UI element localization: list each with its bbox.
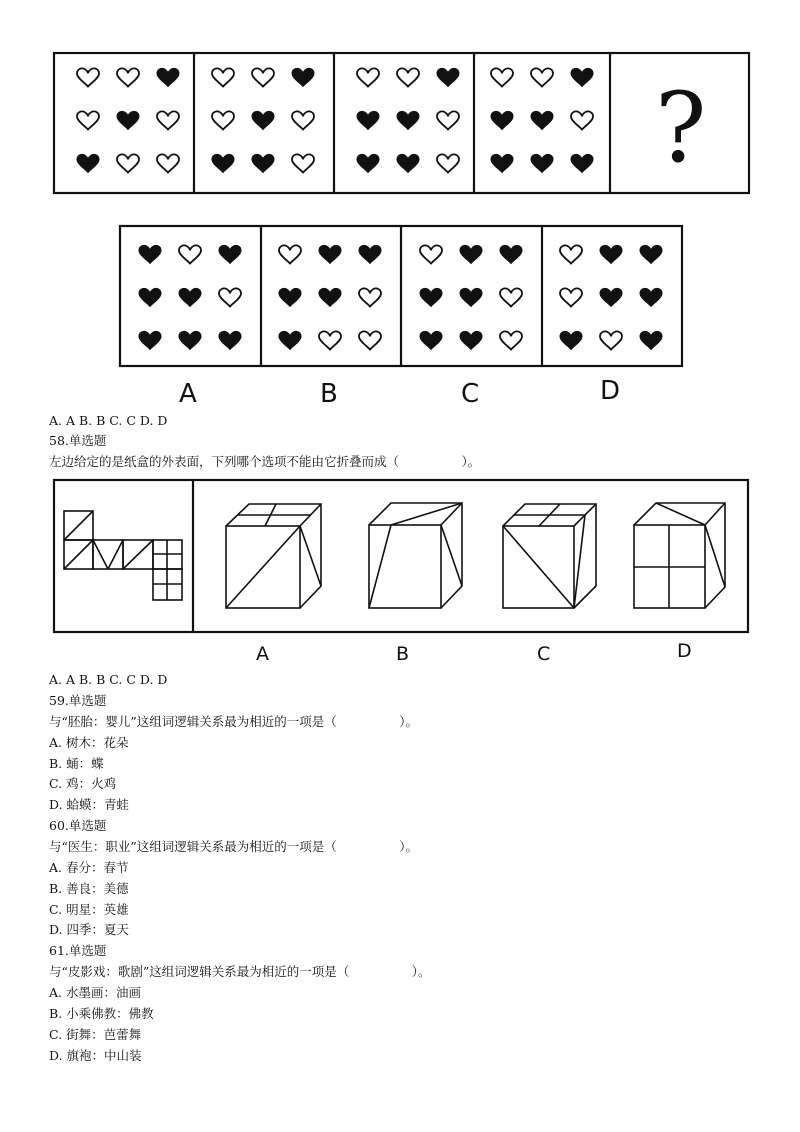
option-panel-4-heart-filled-icon bbox=[640, 245, 662, 263]
q61-stem: 与“皮影戏：歌剧”这组词逻辑关系最为相近的一项是（ ）。 bbox=[49, 964, 431, 979]
cube-figure bbox=[0, 470, 800, 640]
q61-option-a: A. 水墨画：油画 bbox=[49, 985, 141, 1000]
q59-option-c: C. 鸡：火鸡 bbox=[49, 776, 117, 791]
cube-option-c bbox=[503, 504, 596, 608]
option-panel-4-heart-outline-icon bbox=[560, 288, 582, 306]
question-mark: ? bbox=[655, 72, 707, 184]
q58-stem: 左边给定的是纸盒的外表面，下列哪个选项不能由它折叠而成（ ）。 bbox=[49, 454, 481, 469]
question-panel-2-heart-outline-icon bbox=[252, 68, 274, 86]
option-panel-2-heart-filled-icon bbox=[319, 245, 341, 263]
question-panel-2-heart-filled-icon bbox=[292, 68, 314, 86]
q59-header: 59.单选题 bbox=[49, 693, 107, 708]
option-panel-3-heart-filled-icon bbox=[460, 245, 482, 263]
q59-option-d: D. 蛤蟆：青蛙 bbox=[49, 797, 130, 812]
cube-option-b bbox=[369, 503, 462, 608]
option-panel-1-heart-filled-icon bbox=[219, 331, 241, 349]
question-panel-1-heart-outline-icon bbox=[157, 111, 179, 129]
question-panel-3-heart-filled-icon bbox=[357, 154, 379, 172]
q61-option-d: D. 旗袍：中山装 bbox=[49, 1048, 142, 1063]
question-panel-4-heart-filled-icon bbox=[531, 154, 553, 172]
option-panel-1-heart-filled-icon bbox=[179, 288, 201, 306]
option-panel-2-heart-outline-icon bbox=[359, 331, 381, 349]
question-panel-2-heart-filled-icon bbox=[252, 154, 274, 172]
option-panel-3-heart-filled-icon bbox=[420, 288, 442, 306]
option-label-b: B bbox=[320, 379, 338, 409]
option-panel-3-heart-filled-icon bbox=[500, 245, 522, 263]
q59-stem: 与“胚胎：婴儿”这组词逻辑关系最为相近的一项是（ ）。 bbox=[49, 714, 419, 729]
option-panel-1-heart-filled-icon bbox=[179, 331, 201, 349]
question-panel-4-heart-filled-icon bbox=[531, 111, 553, 129]
option-label-d: D bbox=[600, 376, 621, 406]
option-panel-3-heart-outline-icon bbox=[500, 288, 522, 306]
option-panel-2-heart-filled-icon bbox=[279, 288, 301, 306]
question-panel-4-heart-outline-icon bbox=[531, 68, 553, 86]
option-panel-2-heart-outline-icon bbox=[279, 245, 301, 263]
option-panel-3-heart-outline-icon bbox=[420, 245, 442, 263]
option-panel-4-heart-filled-icon bbox=[560, 331, 582, 349]
q60-option-b: B. 善良：美德 bbox=[49, 881, 129, 896]
option-panel-3-heart-filled-icon bbox=[420, 331, 442, 349]
question-panel-4-heart-filled-icon bbox=[571, 68, 593, 86]
q60-header: 60.单选题 bbox=[49, 818, 107, 833]
question-panel-2-heart-outline-icon bbox=[292, 154, 314, 172]
option-panel-4-heart-filled-icon bbox=[600, 245, 622, 263]
q58-header: 58.单选题 bbox=[49, 433, 107, 448]
option-panel-2-heart-outline-icon bbox=[319, 331, 341, 349]
question-panel-1-heart-outline-icon bbox=[157, 154, 179, 172]
option-panel-2-heart-filled-icon bbox=[359, 245, 381, 263]
question-panel-1-heart-filled-icon bbox=[117, 111, 139, 129]
q61-option-b: B. 小乘佛教：佛教 bbox=[49, 1006, 154, 1021]
question-panel-4-heart-filled-icon bbox=[491, 154, 513, 172]
question-panel-3-heart-outline-icon bbox=[437, 111, 459, 129]
option-panel-3-heart-filled-icon bbox=[460, 288, 482, 306]
cube-option-d bbox=[634, 503, 725, 608]
cube-label-a: A bbox=[256, 643, 269, 665]
option-panel-4-heart-filled-icon bbox=[640, 288, 662, 306]
q59-option-a: A. 树木：花朵 bbox=[49, 735, 129, 750]
question-panel-1-heart-filled-icon bbox=[77, 154, 99, 172]
option-panel-1-heart-outline-icon bbox=[179, 245, 201, 263]
option-panel-2-heart-filled-icon bbox=[279, 331, 301, 349]
option-panel-2-heart-outline-icon bbox=[359, 288, 381, 306]
option-panel-1-heart-filled-icon bbox=[139, 331, 161, 349]
q60-stem: 与“医生：职业”这组词逻辑关系最为相近的一项是（ ）。 bbox=[49, 839, 419, 854]
heart-options-figure bbox=[0, 200, 800, 380]
question-panel-1-heart-outline-icon bbox=[117, 154, 139, 172]
question-panel-4-heart-filled-icon bbox=[571, 154, 593, 172]
question-panel-1-heart-filled-icon bbox=[157, 68, 179, 86]
question-panel-2-heart-filled-icon bbox=[212, 154, 234, 172]
option-panel-2-heart-filled-icon bbox=[319, 288, 341, 306]
question-panel-2-heart-filled-icon bbox=[252, 111, 274, 129]
option-panel-3-heart-outline-icon bbox=[500, 331, 522, 349]
option-panel-3-heart-filled-icon bbox=[460, 331, 482, 349]
question-panel-4-heart-filled-icon bbox=[491, 111, 513, 129]
q59-option-b: B. 蛹：蝶 bbox=[49, 756, 104, 771]
cube-option-a bbox=[226, 504, 321, 608]
question-panel-1-heart-outline-icon bbox=[117, 68, 139, 86]
q61-option-c: C. 街舞：芭蕾舞 bbox=[49, 1027, 142, 1042]
question-panel-3-heart-filled-icon bbox=[397, 154, 419, 172]
question-panel-3-heart-filled-icon bbox=[397, 111, 419, 129]
q57-answer-options: A. A B. B C. C D. D bbox=[49, 413, 168, 428]
option-panel-4-heart-filled-icon bbox=[600, 288, 622, 306]
option-panel-1-heart-filled-icon bbox=[139, 245, 161, 263]
cube-label-d: D bbox=[677, 640, 692, 662]
question-panel-4-heart-outline-icon bbox=[571, 111, 593, 129]
q60-option-c: C. 明星：英雄 bbox=[49, 902, 129, 917]
option-panel-1-heart-outline-icon bbox=[219, 288, 241, 306]
question-panel-2-heart-outline-icon bbox=[292, 111, 314, 129]
question-panel-3-heart-outline-icon bbox=[437, 154, 459, 172]
option-panel-1-heart-filled-icon bbox=[139, 288, 161, 306]
option-panel-1-heart-filled-icon bbox=[219, 245, 241, 263]
question-panel-1-heart-outline-icon bbox=[77, 111, 99, 129]
option-label-c: C bbox=[461, 379, 480, 409]
question-panel-3-heart-outline-icon bbox=[397, 68, 419, 86]
option-panel-4-heart-outline-icon bbox=[600, 331, 622, 349]
q61-header: 61.单选题 bbox=[49, 943, 107, 958]
option-label-a: A bbox=[179, 379, 197, 409]
cube-label-c: C bbox=[537, 643, 551, 665]
question-panel-3-heart-filled-icon bbox=[357, 111, 379, 129]
question-panel-3-heart-outline-icon bbox=[357, 68, 379, 86]
q60-option-a: A. 春分：春节 bbox=[49, 860, 129, 875]
question-panel-4-heart-outline-icon bbox=[491, 68, 513, 86]
question-panel-2-heart-outline-icon bbox=[212, 68, 234, 86]
question-panel-3-heart-filled-icon bbox=[437, 68, 459, 86]
q58-answer-options: A. A B. B C. C D. D bbox=[49, 672, 168, 687]
question-panel-1-heart-outline-icon bbox=[77, 68, 99, 86]
cube-net bbox=[64, 511, 182, 600]
q60-option-d: D. 四季：夏天 bbox=[49, 922, 130, 937]
option-panel-4-heart-outline-icon bbox=[560, 245, 582, 263]
option-panel-4-heart-filled-icon bbox=[640, 331, 662, 349]
cube-label-b: B bbox=[396, 643, 410, 665]
question-panel-2-heart-outline-icon bbox=[212, 111, 234, 129]
